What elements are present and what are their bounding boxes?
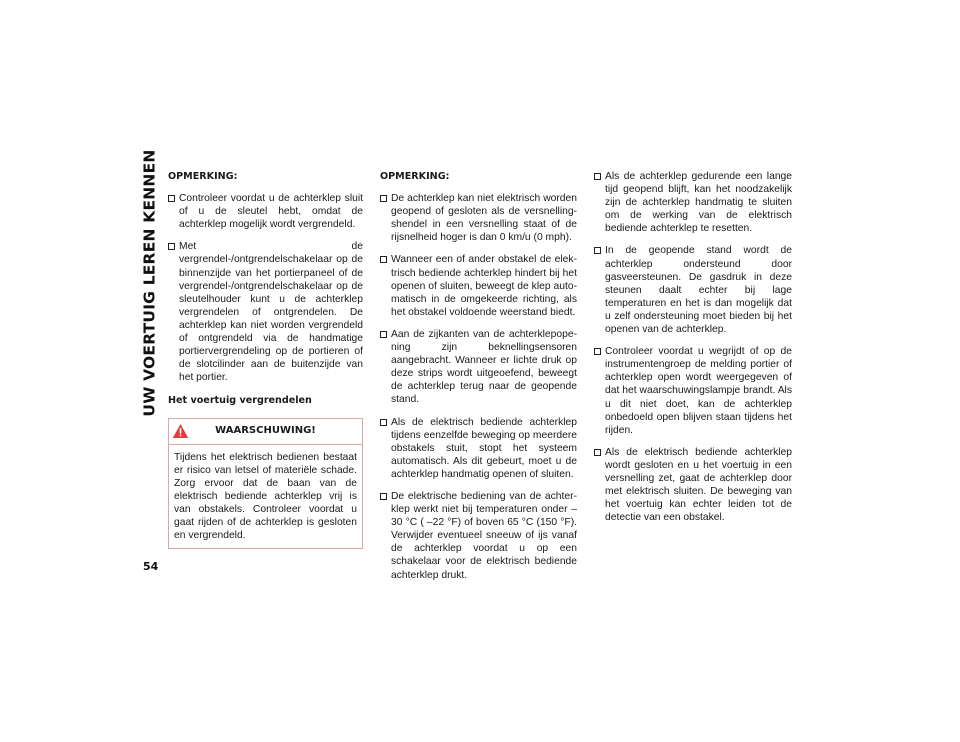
- warning-triangle-icon: [172, 423, 189, 439]
- warning-title: WAARSCHUWING!: [215, 425, 316, 437]
- list-item: [594, 446, 792, 525]
- list-item-text: Aan de zijkanten van de achterklepopening zijn beknellingsensoren aangebracht. Wanneer er lichte druk op deze strips wordt uitgeoefend, beweegt de achterklep terug naar de geopende stand.: [391, 328, 577, 406]
- list-item: [380, 253, 577, 318]
- list-item: [168, 240, 363, 384]
- note-list: [594, 170, 792, 524]
- list-item: [594, 244, 792, 336]
- square-bullet-icon: [594, 173, 601, 180]
- list-item-text: De achterklep kan niet elektrisch worden geopend of gesloten als de versnellingshendel in een versnelling staat of de rijsnelheid hoger is dan 0 km/u (0 mph).: [391, 193, 577, 244]
- list-item-text: Controleer voordat u wegrijdt of op de instrumentengroep de melding portier of achterklep open wordt weergegeven of dat het waarschuwingslampje brandt. Als u dit niet doet, kan de achterklep onbedoeld open blijven staan tijdens het rijden.: [605, 346, 792, 436]
- section-heading: Het voertuig vergrendelen: [168, 395, 312, 407]
- list-item-text: Controleer voordat u de achterklep sluit of u de sleutel hebt, omdat de achterklep mogelijk wordt vergrendeld.: [179, 193, 363, 231]
- square-bullet-icon: [168, 243, 175, 250]
- warning-box: [168, 418, 363, 550]
- section-title-text: UW VOERTUIG LEREN KENNEN: [141, 149, 159, 417]
- list-item: [594, 170, 792, 235]
- column-2: [380, 170, 577, 591]
- page-number: 54: [143, 560, 159, 573]
- square-bullet-icon: [380, 331, 387, 338]
- note-list: [168, 192, 363, 384]
- note-list: [380, 192, 577, 582]
- square-bullet-icon: [380, 195, 387, 202]
- note-heading: OPMERKING:: [168, 171, 238, 182]
- column-1: [168, 170, 363, 549]
- warning-header: [169, 419, 362, 445]
- square-bullet-icon: [380, 493, 387, 500]
- list-item: [594, 345, 792, 437]
- list-item: [380, 328, 577, 407]
- square-bullet-icon: [594, 348, 601, 355]
- square-bullet-icon: [168, 195, 175, 202]
- note-heading: OPMERKING:: [380, 171, 450, 182]
- square-bullet-icon: [380, 419, 387, 426]
- list-item: [168, 192, 363, 231]
- list-item-text: Als de elektrisch bediende achterklep wordt gesloten en u het voertuig in een versnelling zet, gaat de achterklep door met elektrisch sluiten. De beweging van het voertuig kan echter leiden tot de detectie van een obstakel.: [605, 446, 792, 524]
- square-bullet-icon: [594, 449, 601, 456]
- column-3: [594, 170, 792, 533]
- warning-text: Tijdens het elektrisch bedienen bestaat er risico van letsel of materiële schade. Zorg ervoor dat de baan van de elektrisch bediende achterklep vrij is van obstakels. Controleer voordat u gaat rijden of de achterklep is gesloten en vergrendeld.: [174, 451, 357, 542]
- list-item: [380, 192, 577, 244]
- square-bullet-icon: [380, 256, 387, 263]
- list-item-text: Als de elektrisch bediende achterklep tijdens eenzelfde beweging op meerdere obstakels stuit, stopt het systeem automatisch. Als dit gebeurt, moet u de achterklep handmatig openen of sluiten.: [391, 416, 577, 480]
- list-item-text: In de geopende stand wordt de achterklep ondersteund door gasveersteunen. De gasdruk in deze steunen daalt echter bij lage temperaturen en het is dan mogelijk dat u zelf ondersteuning moet bieden bij het openen van de achterklep.: [605, 245, 792, 336]
- list-item-text: Als de achterklep gedurende een lange tijd geopend blijft, kan het noodzakelijk zijn de achterklep handmatig te sluiten om de werking van de elektrisch bediende achterklep te resetten.: [605, 171, 792, 235]
- square-bullet-icon: [594, 247, 601, 254]
- list-item: [380, 490, 577, 582]
- list-item-text: Met de vergrendel-/ontgrendelschakelaar op de binnenzijde van het portierpaneel of de vergrendel-/ontgrendelschakelaar op de sleutelhouder kunt u de achterklep vergrendelen of ontgrendelen. De achterklep kan niet worden vergrendeld of ontgrendeld via de handmatige portiervergrendeling op de portieren of de slotcilinder aan de buitenzijde van het portier.: [179, 241, 363, 384]
- list-item-text: Wanneer een of ander obstakel de elektrisch bediende achterklep hindert bij het openen of sluiten, beweegt de klep automatisch in de omgekeerde richting, als het obstakel voldoende weerstand biedt.: [391, 254, 577, 318]
- list-item: [380, 416, 577, 481]
- section-side-title: [137, 149, 163, 417]
- list-item-text: De elektrische bediening van de achterklep werkt niet bij temperaturen onder –30 °C ( –22 °F) of boven 65 °C (150 °F). Verwijder eventueel sneeuw of ijs vanaf de achterklep voordat u op een schakelaar voor de elektrisch bediende achterklep drukt.: [391, 490, 577, 581]
